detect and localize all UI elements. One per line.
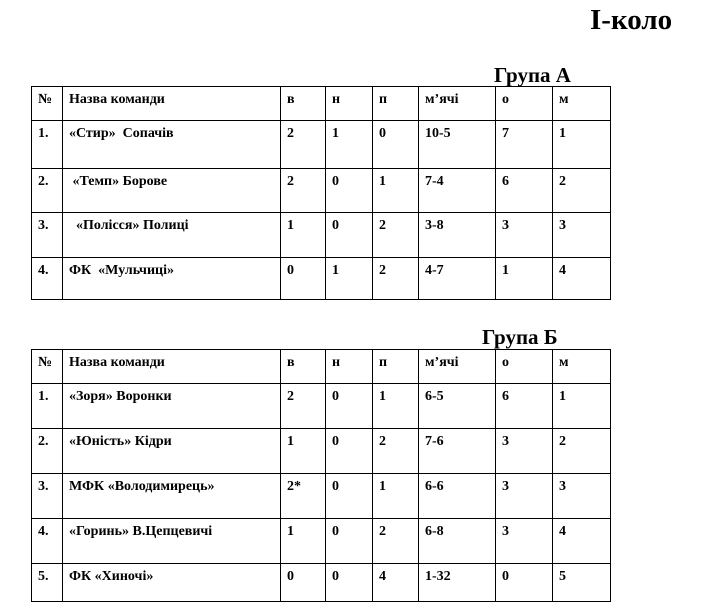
group-a-title: Група А [494, 63, 571, 87]
cell-place: 4 [553, 519, 611, 564]
cell-place: 2 [553, 169, 611, 213]
cell-points: 3 [496, 213, 553, 258]
column-header-goals: м’ячі [419, 350, 496, 384]
column-header-losses: п [373, 87, 419, 121]
cell-points: 3 [496, 429, 553, 474]
cell-losses: 2 [373, 213, 419, 258]
cell-team: «Темп» Борове [63, 169, 281, 213]
cell-draws: 0 [326, 429, 373, 474]
cell-team: ФК «Мульчиці» [63, 258, 281, 300]
table-row [32, 474, 611, 519]
cell-wins: 0 [281, 564, 326, 602]
cell-number: 3. [32, 213, 63, 258]
cell-team: «Зоря» Воронки [63, 384, 281, 429]
cell-points: 1 [496, 258, 553, 300]
column-header-team: Назва команди [63, 87, 281, 121]
cell-number: 4. [32, 258, 63, 300]
column-header-wins: в [281, 87, 326, 121]
cell-goals: 6-5 [419, 384, 496, 429]
cell-place: 1 [553, 384, 611, 429]
cell-place: 2 [553, 429, 611, 474]
cell-draws: 1 [326, 121, 373, 169]
cell-place: 3 [553, 213, 611, 258]
cell-points: 0 [496, 564, 553, 602]
cell-wins: 1 [281, 519, 326, 564]
cell-points: 3 [496, 519, 553, 564]
cell-wins: 1 [281, 213, 326, 258]
cell-team: «Стир» Сопачів [63, 121, 281, 169]
table-row [32, 213, 611, 258]
cell-losses: 1 [373, 384, 419, 429]
cell-goals: 7-6 [419, 429, 496, 474]
cell-draws: 0 [326, 169, 373, 213]
cell-goals: 4-7 [419, 258, 496, 300]
cell-number: 3. [32, 474, 63, 519]
cell-draws: 0 [326, 519, 373, 564]
column-header-goals: м’ячі [419, 87, 496, 121]
cell-losses: 1 [373, 169, 419, 213]
cell-place: 4 [553, 258, 611, 300]
cell-number: 5. [32, 564, 63, 602]
cell-draws: 0 [326, 474, 373, 519]
cell-losses: 2 [373, 429, 419, 474]
column-header-draws: н [326, 87, 373, 121]
cell-number: 1. [32, 384, 63, 429]
column-header-draws: н [326, 350, 373, 384]
cell-place: 5 [553, 564, 611, 602]
cell-points: 6 [496, 384, 553, 429]
column-header-number: № [32, 350, 63, 384]
table-row [32, 258, 611, 300]
cell-team: ФК «Хиночі» [63, 564, 281, 602]
cell-wins: 1 [281, 429, 326, 474]
cell-draws: 1 [326, 258, 373, 300]
cell-place: 3 [553, 474, 611, 519]
table-row [32, 384, 611, 429]
table-row [32, 121, 611, 169]
cell-goals: 1-32 [419, 564, 496, 602]
cell-number: 2. [32, 429, 63, 474]
cell-losses: 2 [373, 258, 419, 300]
group-b-standings-table [31, 349, 611, 602]
cell-goals: 3-8 [419, 213, 496, 258]
cell-team: МФК «Володимирець» [63, 474, 281, 519]
cell-goals: 6-6 [419, 474, 496, 519]
cell-points: 7 [496, 121, 553, 169]
cell-wins: 2 [281, 121, 326, 169]
column-header-wins: в [281, 350, 326, 384]
cell-draws: 0 [326, 384, 373, 429]
column-header-points: о [496, 87, 553, 121]
cell-goals: 7-4 [419, 169, 496, 213]
table-row [32, 169, 611, 213]
cell-losses: 0 [373, 121, 419, 169]
cell-losses: 4 [373, 564, 419, 602]
cell-team: «Горинь» В.Цепцевичі [63, 519, 281, 564]
cell-points: 6 [496, 169, 553, 213]
cell-goals: 6-8 [419, 519, 496, 564]
cell-number: 4. [32, 519, 63, 564]
cell-goals: 10-5 [419, 121, 496, 169]
group-a-standings-table [31, 86, 611, 300]
cell-wins: 0 [281, 258, 326, 300]
cell-draws: 0 [326, 213, 373, 258]
table-row [32, 429, 611, 474]
cell-place: 1 [553, 121, 611, 169]
cell-team: «Полісся» Полиці [63, 213, 281, 258]
column-header-points: о [496, 350, 553, 384]
cell-points: 3 [496, 474, 553, 519]
cell-number: 2. [32, 169, 63, 213]
cell-losses: 1 [373, 474, 419, 519]
table-header-row [32, 87, 611, 121]
table-row [32, 519, 611, 564]
column-header-team: Назва команди [63, 350, 281, 384]
table-row [32, 564, 611, 602]
cell-losses: 2 [373, 519, 419, 564]
column-header-number: № [32, 87, 63, 121]
page-title: І-коло [590, 4, 673, 36]
cell-wins: 2 [281, 384, 326, 429]
column-header-place: м [553, 87, 611, 121]
group-b-title: Група Б [482, 325, 558, 349]
column-header-place: м [553, 350, 611, 384]
cell-wins: 2* [281, 474, 326, 519]
column-header-losses: п [373, 350, 419, 384]
table-header-row [32, 350, 611, 384]
cell-draws: 0 [326, 564, 373, 602]
cell-wins: 2 [281, 169, 326, 213]
cell-team: «Юність» Кідри [63, 429, 281, 474]
cell-number: 1. [32, 121, 63, 169]
